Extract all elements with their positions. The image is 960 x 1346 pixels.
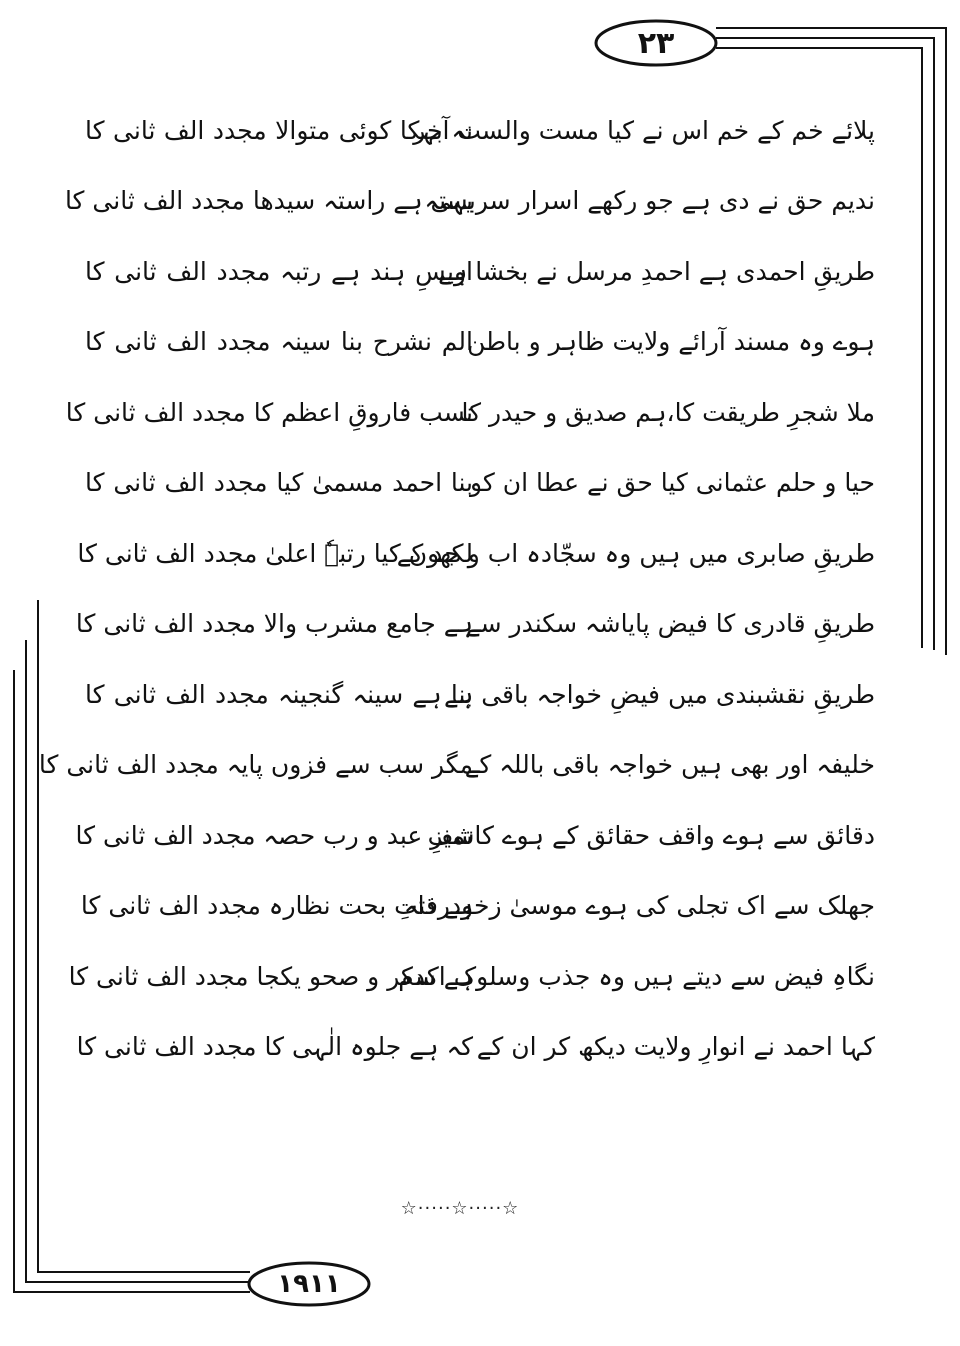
- verse-2: [64, 166, 875, 237]
- verse-12-first-line: جھلک سے اک تجلی کی ہوے موسیٰ زخودرفتہ: [403, 891, 875, 920]
- verse-12: [80, 871, 875, 942]
- verse-11: [75, 800, 875, 871]
- verse-9: [85, 659, 875, 730]
- verse-8-first-line: طریقِ قادری کا فیض پایاشہ سکندر سے: [466, 609, 875, 638]
- verse-10-first-line: خلیفہ اور بھی ہیں خواجہ باقی باللہ کے: [464, 750, 875, 779]
- verse-10-second-line: مگر سب سے فزوں پایہ مجدد الف ثانی کا: [38, 750, 473, 779]
- verse-3: [85, 236, 875, 307]
- verse-6: [85, 448, 875, 519]
- verse-3-first-line: طریقِ احمدی ہے احمدِ مرسل نے بخشا ہے: [438, 256, 875, 286]
- verse-5: [65, 377, 875, 448]
- verse-14-second-line: کہ ہے جلوہ الٰہی کا مجدد الف ثانی کا: [76, 1032, 473, 1061]
- verse-7-first-line: طریقِ صابری میں ہیں وہ سجّادہ اب و جد کے: [396, 538, 875, 568]
- verse-10: [38, 730, 875, 801]
- verse-13-second-line: ہے سکر و صحو یکجا مجدد الف ثانی کا: [68, 961, 473, 991]
- verse-13: [68, 941, 875, 1012]
- verse-1-first-line: پلائے خم کے خم اس نے کیا مست والست آخر: [413, 115, 875, 145]
- verse-5-first-line: ملا شجرِ طریقت کا،ہم صدیق و حیدر کا: [461, 397, 875, 427]
- star-ornament: ☆·····☆·····☆: [400, 1198, 520, 1219]
- verse-4-second-line: الم نشرح بنا سینہ مجدد الف ثانی کا: [85, 327, 473, 356]
- verse-9-first-line: طریقِ نقشبندی میں فیضِ خواجہ باقی ہے: [443, 679, 875, 709]
- verse-14: [76, 1012, 875, 1083]
- verse-14-first-line: کہا احمد نے انوارِ ولایت دیکھ کر ان کے: [476, 1032, 875, 1061]
- verse-13-first-line: نگاہِ فیض سے دیتے ہیں وہ جذب وسلوک اکدم: [398, 961, 875, 991]
- verse-7: [77, 518, 875, 589]
- verse-12-second-line: ہے ذاتِ بحت نظارہ مجدد الف ثانی کا: [80, 891, 473, 920]
- top-page-number: ۲۳: [637, 25, 675, 61]
- verse-6-first-line: حیا و حلم عثمانی کیا حق نے عطا ان کو: [469, 468, 875, 497]
- verse-8-second-line: ہے جامع مشرب والا مجدد الف ثانی کا: [75, 609, 473, 638]
- verse-5-second-line: نسب فاروقِ اعظم کا مجدد الف ثانی کا: [65, 397, 473, 427]
- verse-1: [85, 95, 875, 166]
- verse-9-second-line: بنا ہے سینہ گنجینہ مجدد الف ثانی کا: [85, 679, 473, 709]
- bottom-page-number: ۱۹۱۱: [277, 1269, 341, 1299]
- verse-4: [85, 307, 875, 378]
- verse-7-second-line: لکھوں کیا رتبہٗ اعلیٰ مجدد الف ثانی کا: [77, 538, 473, 568]
- verse-4-first-line: ہوے وہ مسند آرائے ولایت ظاہر و باطن: [467, 327, 875, 356]
- verse-2-first-line: ندیم حق نے دی ہے جو رکھے اسرار سربستہ: [424, 186, 875, 215]
- verse-1-second-line: نہ بہکا کوئی متوالا مجدد الف ثانی کا: [85, 115, 473, 145]
- verse-2-second-line: یہی ہے راستہ سیدھا مجدد الف ثانی کا: [64, 186, 473, 215]
- verse-11-first-line: دقائق سے ہوے واقف حقائق کے ہوے کاشف: [427, 820, 875, 850]
- poem: [38, 95, 875, 1082]
- verse-3-second-line: اویسِ ہند ہے رتبہ مجدد الف ثانی کا: [85, 256, 473, 286]
- verse-11-second-line: تمیزِ عبد و رب حصہ مجدد الف ثانی کا: [75, 820, 473, 850]
- verse-8: [75, 589, 875, 660]
- verse-6-second-line: بنا احمد مسمیٰ کیا مجدد الف ثانی کا: [85, 468, 473, 497]
